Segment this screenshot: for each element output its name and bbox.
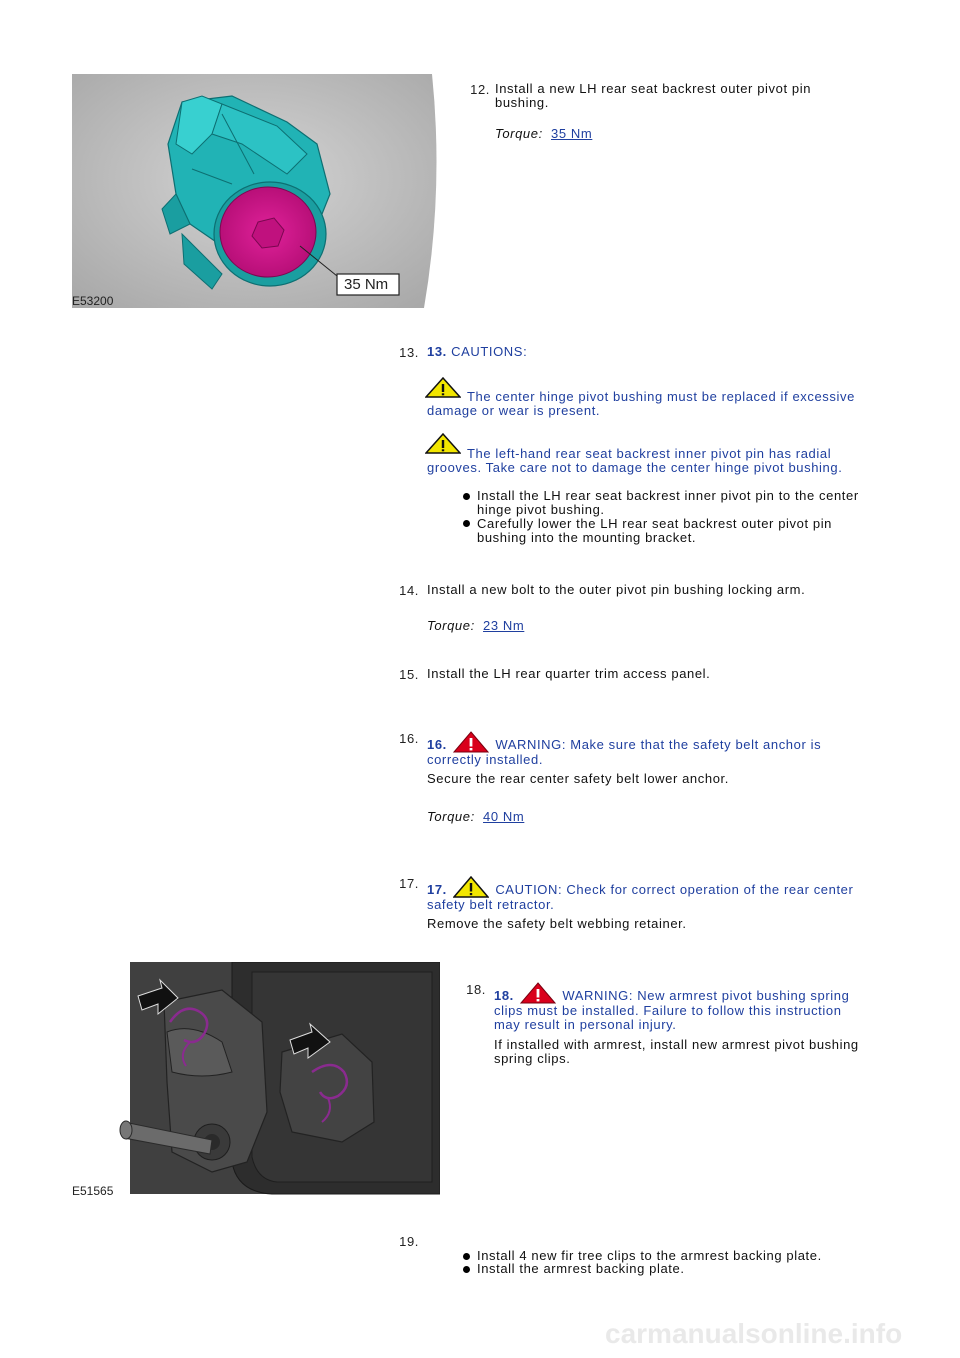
step-13-number: 13. (399, 345, 419, 360)
step-16-warning (427, 731, 821, 767)
torque-label: Torque: (495, 126, 543, 141)
caution-2-text (427, 447, 842, 475)
step-17-caution (427, 876, 853, 912)
step-19-number: 19. (399, 1234, 419, 1249)
figure-code-e51565: E51565 (72, 1184, 114, 1198)
torque-label: Torque: (427, 809, 475, 824)
armrest-spring-clip-illustration (72, 962, 440, 1198)
step-18-text-line2: spring clips. (494, 1051, 571, 1066)
step-18-warning-line2: clips must be installed. Failure to follow this instruction (494, 1003, 842, 1018)
step-12-number: 12. (470, 82, 490, 97)
step-13-heading (427, 345, 527, 359)
bullet-1-line2: hinge pivot bushing. (477, 502, 605, 517)
watermark: carmanualsonline.info (605, 1318, 903, 1349)
torque-callout-label: 35 Nm (344, 276, 389, 293)
bullet-icon (463, 1253, 470, 1260)
torque-value-link[interactable]: 40 Nm (483, 809, 525, 824)
step-18-heading-num: 18. (494, 988, 514, 1003)
step-16-text: Secure the rear center safety belt lower anchor. (427, 771, 729, 786)
caution-1-text (427, 390, 855, 418)
step-18-warning (494, 982, 849, 1032)
bullet-2-line2: bushing into the mounting bracket. (477, 530, 697, 545)
step-12-line2: bushing. (495, 95, 549, 110)
bullet-icon (463, 1266, 470, 1273)
step-17-text: Remove the safety belt webbing retainer. (427, 916, 687, 931)
step-16-warning-line2: correctly installed. (427, 752, 544, 767)
step-19-bullet-2: Install the armrest backing plate. (477, 1261, 685, 1276)
step-17-heading-num: 17. (427, 882, 447, 897)
figure-e51565 (72, 962, 440, 1198)
bullet-1-line1: Install the LH rear seat backrest inner pivot pin to the center (477, 488, 859, 503)
step-14-torque (427, 619, 524, 633)
bullet-2-line1: Carefully lower the LH rear seat backrest outer pivot pin (477, 516, 833, 531)
bushing-illustration (72, 74, 440, 308)
step-13-bullet-1 (477, 489, 859, 517)
step-16-torque (427, 810, 524, 824)
torque-value-link[interactable]: 35 Nm (551, 126, 593, 141)
step-14-number: 14. (399, 583, 419, 598)
caution-1-line2: damage or wear is present. (427, 403, 601, 418)
step-18-warning-line3: may result in personal injury. (494, 1017, 677, 1032)
figure-code-e53200: E53200 (72, 294, 114, 308)
step-15-text: Install the LH rear quarter trim access panel. (427, 666, 711, 681)
torque-label: Torque: (427, 618, 475, 633)
step-19-bullet-1: Install 4 new fir tree clips to the armrest backing plate. (477, 1248, 822, 1263)
step-18-number: 18. (466, 982, 486, 997)
step-18-warning-line1: WARNING: New armrest pivot bushing spring (562, 988, 850, 1003)
step-12-text (495, 82, 811, 110)
figure-e53200 (72, 74, 440, 308)
step-13-heading-num: 13. (427, 344, 447, 359)
caution-2-line2: grooves. Take care not to damage the center hinge pivot bushing. (427, 460, 843, 475)
step-17-number: 17. (399, 876, 419, 891)
caution-triangle-icon (453, 876, 489, 898)
step-17-caution-line1: CAUTION: Check for correct operation of the rear center (495, 882, 854, 897)
caution-1-line1: The center hinge pivot bushing must be replaced if excessive (467, 389, 855, 404)
warning-triangle-icon (520, 982, 556, 1004)
bullet-icon (463, 520, 470, 527)
step-17-caution-line2: safety belt retractor. (427, 897, 555, 912)
step-13-heading-text: CAUTIONS: (451, 344, 528, 359)
step-16-heading-num: 16. (427, 737, 447, 752)
step-18-text-line1: If installed with armrest, install new armrest pivot bushing (494, 1037, 859, 1052)
step-12-line1: Install a new LH rear seat backrest outer pivot pin (495, 81, 812, 96)
warning-triangle-icon (453, 731, 489, 753)
step-12-torque (495, 127, 592, 141)
step-13-bullet-2 (477, 517, 832, 545)
bullet-icon (463, 493, 470, 500)
step-14-text: Install a new bolt to the outer pivot pin bushing locking arm. (427, 582, 806, 597)
torque-value-link[interactable]: 23 Nm (483, 618, 525, 633)
step-16-warning-line1: WARNING: Make sure that the safety belt anchor is (495, 737, 822, 752)
caution-2-line1: The left-hand rear seat backrest inner pivot pin has radial (467, 446, 832, 461)
step-15-number: 15. (399, 667, 419, 682)
step-16-number: 16. (399, 731, 419, 746)
step-18-text (494, 1038, 859, 1066)
